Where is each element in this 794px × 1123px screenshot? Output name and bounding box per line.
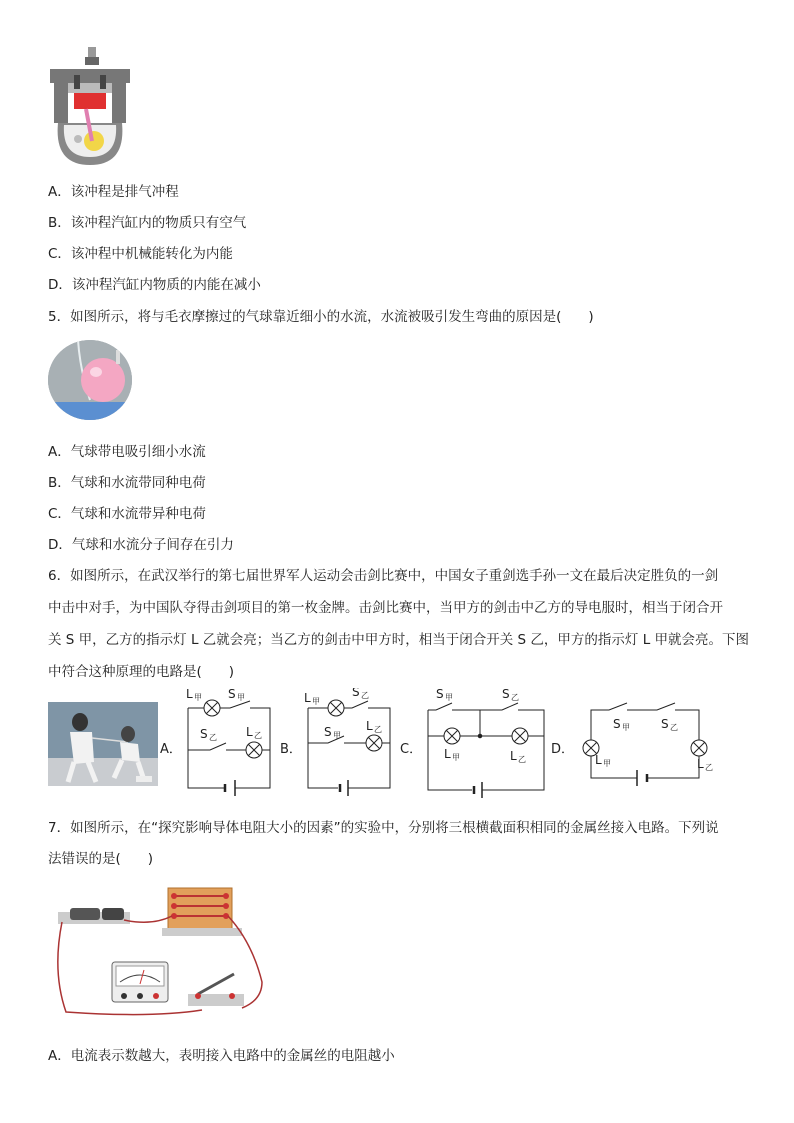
q5-option-d: D．气球和水流分子间存在引力 bbox=[48, 537, 234, 553]
a-label-l1: L bbox=[186, 688, 193, 701]
circuit-c bbox=[420, 688, 550, 803]
circuit-b bbox=[300, 688, 400, 800]
a-sub-s1: 甲 bbox=[237, 693, 245, 702]
b-label-l1: L bbox=[304, 691, 311, 705]
fencing-photo bbox=[48, 702, 158, 786]
a-label-s1: S bbox=[228, 688, 236, 701]
d-label-s1: S bbox=[613, 717, 621, 731]
q4-option-d: D．该冲程汽缸内物质的内能在减小 bbox=[48, 277, 261, 293]
c-label-s2: S bbox=[502, 688, 510, 701]
d-sub-l1: 甲 bbox=[603, 759, 611, 768]
d-label-s2: S bbox=[661, 717, 669, 731]
d-label-l1: L bbox=[595, 753, 602, 767]
engine-cylinder-figure bbox=[48, 45, 133, 170]
b-sub-l1: 甲 bbox=[312, 697, 320, 706]
q6-stem-line-4: 中符合这种原理的电路是( ) bbox=[48, 664, 235, 680]
q4-option-a: A．该冲程是排气冲程 bbox=[48, 184, 179, 200]
q6-stem-line-1: 6．如图所示，在武汉举行的第七届世界军人运动会击剑比赛中，中国女子重剑选手孙一文在最后决定胜负的一剑 bbox=[48, 568, 719, 584]
q5-option-a: A．气球带电吸引细小水流 bbox=[48, 444, 206, 460]
b-sub-s2: 甲 bbox=[333, 731, 341, 740]
b-sub-s1: 乙 bbox=[361, 691, 369, 700]
d-sub-s2: 乙 bbox=[670, 723, 678, 732]
d-label-l2: L bbox=[697, 757, 704, 771]
c-label-l1: L bbox=[444, 747, 451, 761]
q7-stem-line-1: 7．如图所示，在“探究影响导体电阻大小的因素”的实验中，分别将三根横截面积相同的金属丝接入电路。下列说 bbox=[48, 820, 719, 836]
d-sub-s1: 甲 bbox=[622, 723, 630, 732]
q5-option-c: C．气球和水流带异种电荷 bbox=[48, 506, 206, 522]
c-label-l2: L bbox=[510, 749, 517, 763]
q5-stem: 5．如图所示，将与毛衣摩擦过的气球靠近细小的水流，水流被吸引发生弯曲的原因是( ) bbox=[48, 309, 594, 325]
choice-d-letter: D． bbox=[551, 742, 575, 757]
a-sub-l2: 乙 bbox=[254, 731, 262, 740]
b-label-s2: S bbox=[324, 725, 332, 739]
choice-a-letter: A． bbox=[160, 742, 182, 757]
d-sub-l2: 乙 bbox=[705, 763, 713, 772]
a-sub-s2: 乙 bbox=[209, 733, 217, 742]
q6-stem-line-3: 关 S 甲，乙方的指示灯 L 乙就会亮；当乙方的剑击中甲方时，相当于闭合开关 S 乙，甲方的指示灯 L 甲就会亮。下图 bbox=[48, 632, 750, 648]
a-sub-l1: 甲 bbox=[194, 693, 202, 702]
resistance-experiment-figure bbox=[52, 882, 282, 1022]
choice-c-letter: C． bbox=[400, 742, 423, 757]
choice-b-letter: B． bbox=[280, 742, 302, 757]
a-label-s2: S bbox=[200, 727, 208, 741]
q4-option-c: C．该冲程中机械能转化为内能 bbox=[48, 246, 233, 262]
q6-stem-line-2: 中击中对手，为中国队夺得击剑项目的第一枚金牌。击剑比赛中，当甲方的剑击中乙方的导电服时，相当于闭合开 bbox=[48, 600, 723, 616]
q7-option-a: A．电流表示数越大，表明接入电路中的金属丝的电阻越小 bbox=[48, 1048, 395, 1064]
b-label-s1: S bbox=[352, 688, 360, 699]
q4-option-b: B．该冲程汽缸内的物质只有空气 bbox=[48, 215, 247, 231]
q7-stem-line-2: 法错误的是( ) bbox=[48, 851, 154, 867]
b-sub-l2: 乙 bbox=[374, 725, 382, 734]
q5-option-b: B．气球和水流带同种电荷 bbox=[48, 475, 206, 491]
c-sub-s1: 甲 bbox=[445, 693, 453, 702]
c-label-s1: S bbox=[436, 688, 444, 701]
c-sub-s2: 乙 bbox=[511, 693, 519, 702]
balloon-water-figure bbox=[48, 340, 133, 420]
circuit-d bbox=[575, 692, 725, 802]
a-label-l2: L bbox=[246, 725, 253, 739]
b-label-l2: L bbox=[366, 719, 373, 733]
c-sub-l1: 甲 bbox=[452, 753, 460, 762]
circuit-a bbox=[180, 688, 280, 800]
c-sub-l2: 乙 bbox=[518, 755, 526, 764]
